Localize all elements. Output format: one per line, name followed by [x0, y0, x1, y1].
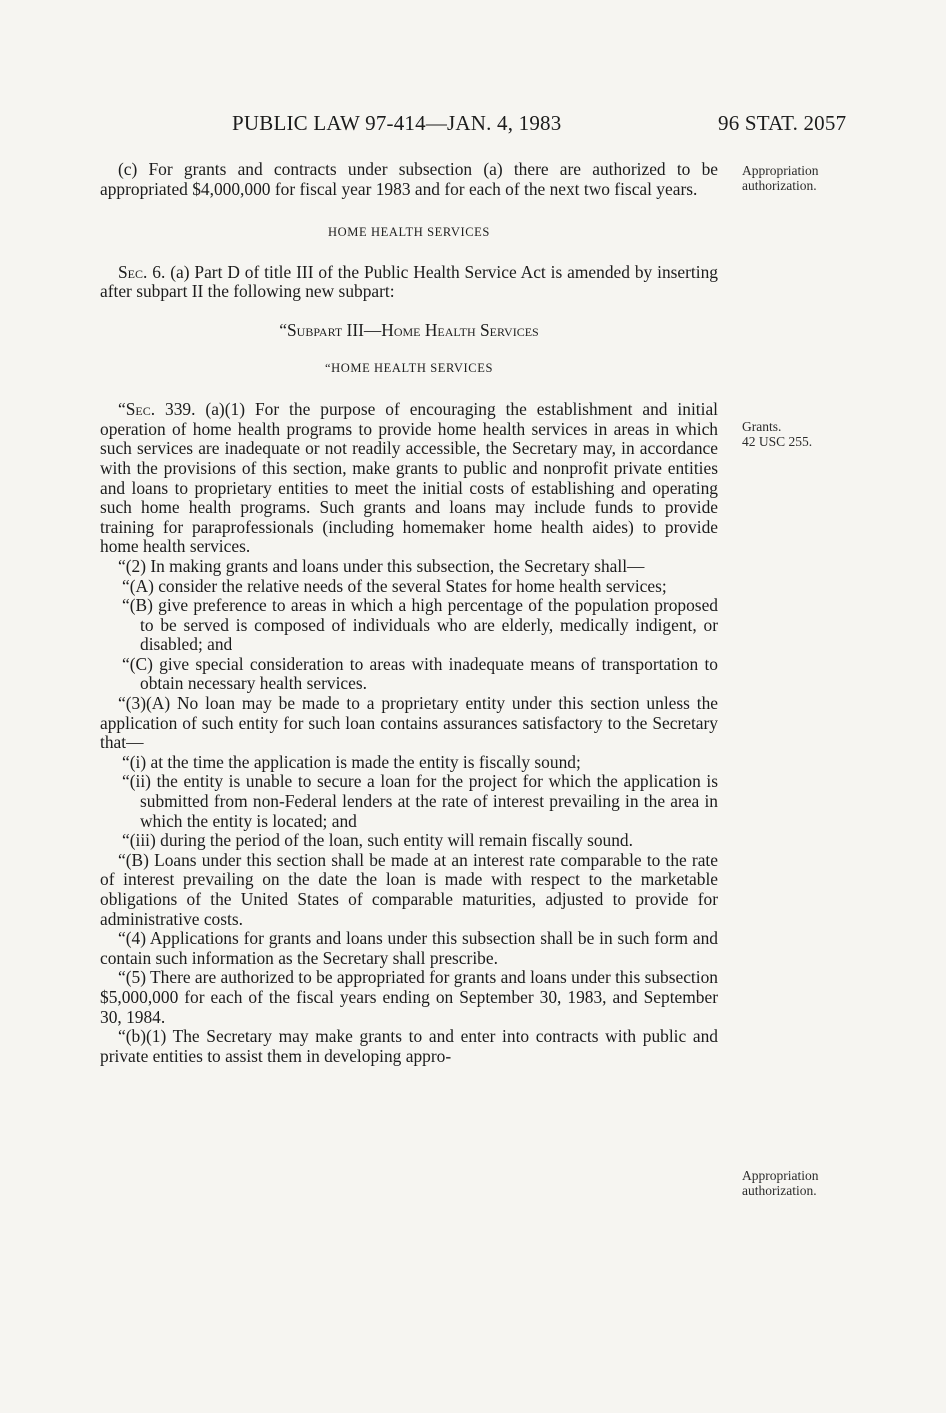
- page-number: 96 STAT. 2057: [718, 111, 847, 135]
- subpart-title: “Subpart III—Home Health Services: [279, 319, 539, 340]
- section-label: Sec.: [118, 261, 148, 282]
- paragraph-a2: “(2) In making grants and loans under this subsection, the Secretary shall—: [118, 555, 645, 576]
- margin-note-line: Appropriation: [742, 1168, 819, 1183]
- section-text: 6. (a) Part D of title III of the Public Health Service Act is amended by inserting after subpart II the following new subpart:: [100, 261, 718, 302]
- paragraph-a3B: “(B) Loans under this section shall be made at an interest rate comparable to the rate of interest prevailing on the date the loan is made with respect to the marketable obligations of the United States of comparable maturities, adjusted to provide for administrative costs.: [100, 849, 718, 929]
- margin-note-line: authorization.: [742, 178, 817, 193]
- margin-note-appropriation-2: [742, 1168, 872, 1198]
- body-text: [100, 160, 718, 1066]
- paragraph-a2B: “(B) give preference to areas in which a high percentage of the population proposed to be served is composed of individuals who are elderly, medically indigent, or disabled; and: [122, 595, 718, 655]
- open-quote: “: [118, 399, 126, 420]
- section-heading-2: “HOME HEALTH SERVICES: [324, 360, 494, 375]
- margin-note-line: 42 USC 255.: [742, 434, 813, 449]
- paragraph-a2C: “(C) give special consideration to areas with inadequate means of transportation to obtain necessary health services.: [122, 653, 718, 694]
- paragraph-b1: “(b)(1) The Secretary may make grants to and enter into contracts with public and private entities to assist them in developing appro-: [100, 1026, 718, 1066]
- running-header-title: PUBLIC LAW 97-414—JAN. 4, 1983: [232, 111, 562, 135]
- margin-note-line: authorization.: [742, 1183, 817, 1198]
- section-text: 339. (a)(1) For the purpose of encouraging the establishment and initial operation of home health programs to provide home health services in areas in which such services are inadequate or not readily accessible, the Secretary may, in accordance with the provisions of this section, make grants to public and nonprofit private entities and loans to proprietary entities to meet the initial costs of establishing and operating such home health programs. Such grants and loans may include funds to provide training for paraprofessionals (including homemaker home health aides) to provide home health services.: [100, 399, 718, 557]
- paragraph-a3A: “(3)(A) No loan may be made to a proprietary entity under this section unless the application of such entity for such loan contains assurances satisfactory to the Secretary that—: [100, 693, 718, 753]
- margin-note-appropriation: [742, 163, 872, 193]
- margin-note-line: Grants.: [742, 419, 782, 434]
- paragraph-a3Aii: “(ii) the entity is unable to secure a loan for the project for which the application is submitted from non-Federal lenders at the rate of interest prevailing in the area in which the entity is located; and: [122, 771, 718, 831]
- paragraph-a3Ai: “(i) at the time the application is made the entity is fiscally sound;: [122, 751, 581, 772]
- paragraph-a2A: “(A) consider the relative needs of the several States for home health services;: [122, 575, 667, 596]
- section-heading: HOME HEALTH SERVICES: [328, 225, 490, 240]
- paragraph-sec6: [100, 263, 718, 302]
- margin-note-line: Appropriation: [742, 163, 819, 178]
- paragraph-a5: “(5) There are authorized to be appropriated for grants and loans under this subsection $5,000,000 for each of the fiscal years ending on September 30, 1983, and September 30, 1984.: [100, 967, 718, 1027]
- paragraph-a3Aiii: “(iii) during the period of the loan, such entity will remain fiscally sound.: [122, 830, 633, 851]
- paragraph-c: (c) For grants and contracts under subsection (a) there are authorized to be appropriated $4,000,000 for fiscal year 1983 and for each of the next two fiscal years.: [100, 159, 718, 199]
- section-label: Sec.: [125, 399, 156, 420]
- paragraph-a4: “(4) Applications for grants and loans under this subsection shall be in such form and contain such information as the Secretary shall prescribe.: [100, 928, 718, 968]
- margin-note-grants: [742, 419, 872, 449]
- paragraph-sec339: [100, 400, 718, 557]
